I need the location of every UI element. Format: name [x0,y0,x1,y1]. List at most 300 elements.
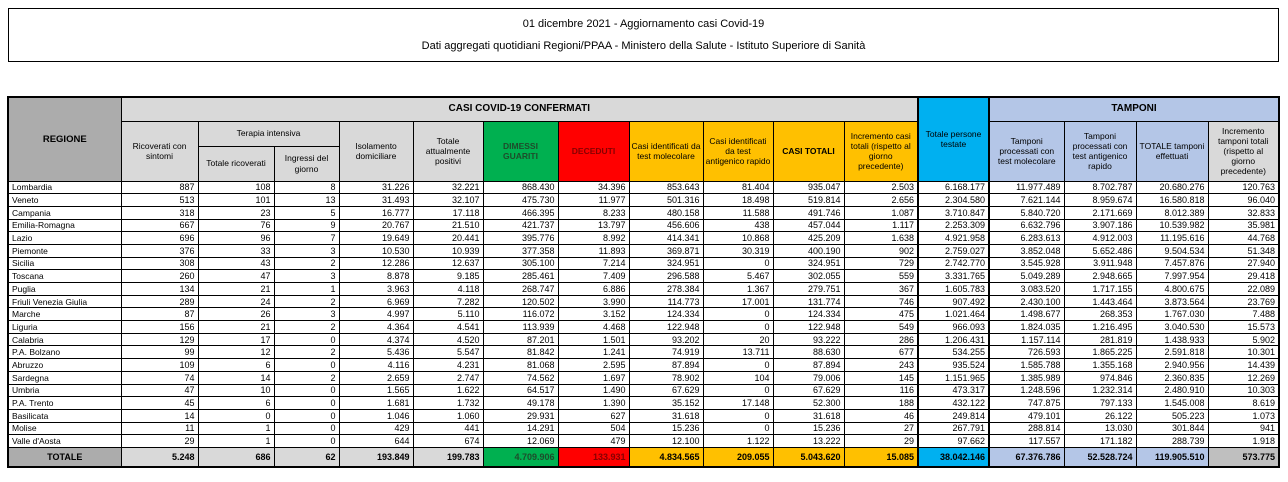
cell-tamponi-antigenico: 1.216.495 [1064,321,1136,334]
cell-casi-totali: 79.006 [773,371,844,384]
cell-casi-totali: 88.630 [773,346,844,359]
cell-terapia-ingressi: 0 [274,397,339,410]
cell-casi-molecolare: 501.316 [629,194,703,207]
band-tamponi: TAMPONI [989,97,1279,121]
cell-casi-totali: 457.044 [773,219,844,232]
covid-table-body [8,181,1279,467]
cell-tamponi-molecolare: 479.101 [989,409,1064,422]
cell-isolamento: 4.116 [339,359,413,372]
cell-persone-testate: 267.791 [918,422,989,435]
cell-dimessi-guariti: 268.747 [483,283,558,296]
cell-dimessi-guariti: 466.395 [483,206,558,219]
cell-isolamento: 1.681 [339,397,413,410]
cell-terapia-ingressi: 1 [274,283,339,296]
cell-incremento-casi: 145 [844,371,918,384]
cell-casi-antigenico: 10.868 [703,232,773,245]
cell-dimessi-guariti: 74.562 [483,371,558,384]
table-row [8,397,1279,410]
cell-incremento-casi: 2.503 [844,181,918,194]
cell-incremento-casi: 2.656 [844,194,918,207]
cell-totale-tamponi: 16.580.818 [1136,194,1208,207]
column-header-incremento-tamponi: Incremento tamponi totali (rispetto al giorno precedente) [1208,121,1279,181]
column-header-isolamento-domiciliare: Isolamento domiciliare [339,121,413,181]
cell-tamponi-molecolare: 1.385.989 [989,371,1064,384]
table-row [8,219,1279,232]
cell-isolamento: 12.286 [339,257,413,270]
cell-persone-testate: 907.492 [918,295,989,308]
table-row [8,359,1279,372]
cell-isolamento: 4.997 [339,308,413,321]
table-row [8,409,1279,422]
cell-terapia-totale: 101 [198,194,274,207]
region-name-cell: P.A. Trento [8,397,121,410]
cell-persone-testate: 1.021.464 [918,308,989,321]
covid-table [7,96,1280,468]
cell-tamponi-antigenico: 281.819 [1064,333,1136,346]
column-header-ricoverati-sintomi: Ricoverati con sintomi [121,121,198,181]
cell-deceduti: 7.214 [558,257,629,270]
cell-casi-molecolare: 12.100 [629,435,703,448]
cell-persone-testate: 935.524 [918,359,989,372]
cell-incremento-casi: 677 [844,346,918,359]
cell-incremento-casi: 286 [844,333,918,346]
cell-terapia-totale: 47 [198,270,274,283]
cell-incremento-tamponi: 14.439 [1208,359,1279,372]
cell-persone-testate: 2.759.027 [918,244,989,257]
cell-ricoverati-sintomi: 99 [121,346,198,359]
cell-ricoverati-sintomi: 513 [121,194,198,207]
cell-dimessi-guariti: 395.776 [483,232,558,245]
column-header-casi-antigenico: Casi identificati da test antigenico rapido [703,121,773,181]
cell-terapia-totale: 21 [198,283,274,296]
cell-casi-antigenico: 0 [703,321,773,334]
cell-incremento-tamponi: 10.301 [1208,346,1279,359]
cell-dimessi-guariti: 120.502 [483,295,558,308]
cell-isolamento: 8.878 [339,270,413,283]
column-header-totale-tamponi: TOTALE tamponi effettuati [1136,121,1208,181]
cell-tamponi-molecolare: 288.814 [989,422,1064,435]
cell-incremento-casi: 475 [844,308,918,321]
totale-cell-casi-totali: 5.043.620 [773,447,844,467]
cell-attualmente-positivi: 10.939 [413,244,483,257]
region-name-cell: Molise [8,422,121,435]
cell-terapia-totale: 10 [198,384,274,397]
table-row [8,295,1279,308]
region-name-cell: Piemonte [8,244,121,257]
cell-incremento-casi: 746 [844,295,918,308]
totale-row [8,447,1279,467]
cell-totale-tamponi: 1.438.933 [1136,333,1208,346]
cell-ricoverati-sintomi: 129 [121,333,198,346]
table-row [8,435,1279,448]
cell-tamponi-molecolare: 6.283.613 [989,232,1064,245]
cell-ricoverati-sintomi: 887 [121,181,198,194]
cell-deceduti: 504 [558,422,629,435]
cell-dimessi-guariti: 81.842 [483,346,558,359]
cell-tamponi-molecolare: 1.157.114 [989,333,1064,346]
column-header-tamponi-molecolare: Tamponi processati con test molecolare [989,121,1064,181]
column-header-tamponi-antigenico: Tamponi processati con test antigenico rapido [1064,121,1136,181]
cell-dimessi-guariti: 29.931 [483,409,558,422]
cell-totale-tamponi: 2.360.835 [1136,371,1208,384]
totale-cell-terapia-totale: 686 [198,447,274,467]
cell-isolamento: 6.969 [339,295,413,308]
cell-deceduti: 11.977 [558,194,629,207]
cell-totale-tamponi: 11.195.616 [1136,232,1208,245]
cell-attualmente-positivi: 1.060 [413,409,483,422]
totale-cell-tamponi-antigenico: 52.528.724 [1064,447,1136,467]
cell-incremento-tamponi: 51.348 [1208,244,1279,257]
cell-incremento-casi: 29 [844,435,918,448]
cell-deceduti: 1.501 [558,333,629,346]
cell-deceduti: 1.490 [558,384,629,397]
cell-tamponi-antigenico: 1.865.225 [1064,346,1136,359]
table-row [8,257,1279,270]
cell-deceduti: 1.390 [558,397,629,410]
cell-terapia-ingressi: 7 [274,232,339,245]
cell-attualmente-positivi: 9.185 [413,270,483,283]
cell-terapia-totale: 43 [198,257,274,270]
cell-attualmente-positivi: 7.282 [413,295,483,308]
cell-casi-antigenico: 1.122 [703,435,773,448]
cell-persone-testate: 2.742.770 [918,257,989,270]
table-row [8,194,1279,207]
cell-incremento-tamponi: 35.981 [1208,219,1279,232]
cell-terapia-totale: 17 [198,333,274,346]
cell-attualmente-positivi: 1.622 [413,384,483,397]
cell-tamponi-antigenico: 13.030 [1064,422,1136,435]
cell-tamponi-antigenico: 171.182 [1064,435,1136,448]
region-name-cell: Sardegna [8,371,121,384]
cell-tamponi-molecolare: 1.585.788 [989,359,1064,372]
totale-cell-casi-antigenico: 209.055 [703,447,773,467]
cell-casi-totali: 935.047 [773,181,844,194]
cell-casi-molecolare: 480.158 [629,206,703,219]
totale-cell-tamponi-molecolare: 67.376.786 [989,447,1064,467]
cell-terapia-totale: 1 [198,435,274,448]
region-name-cell: Lombardia [8,181,121,194]
cell-dimessi-guariti: 113.939 [483,321,558,334]
cell-isolamento: 4.374 [339,333,413,346]
region-name-cell: Sicilia [8,257,121,270]
table-row [8,244,1279,257]
cell-incremento-casi: 46 [844,409,918,422]
cell-ricoverati-sintomi: 109 [121,359,198,372]
cell-tamponi-molecolare: 3.852.048 [989,244,1064,257]
cell-incremento-casi: 559 [844,270,918,283]
cell-isolamento: 4.364 [339,321,413,334]
cell-persone-testate: 2.253.309 [918,219,989,232]
cell-attualmente-positivi: 12.637 [413,257,483,270]
cell-terapia-ingressi: 0 [274,359,339,372]
cell-terapia-ingressi: 2 [274,257,339,270]
cell-dimessi-guariti: 116.072 [483,308,558,321]
cell-ricoverati-sintomi: 47 [121,384,198,397]
cell-tamponi-antigenico: 974.846 [1064,371,1136,384]
table-row [8,232,1279,245]
cell-terapia-totale: 33 [198,244,274,257]
cell-totale-tamponi: 20.680.276 [1136,181,1208,194]
cell-casi-antigenico: 81.404 [703,181,773,194]
cell-isolamento: 10.530 [339,244,413,257]
cell-terapia-ingressi: 2 [274,346,339,359]
cell-totale-tamponi: 10.539.982 [1136,219,1208,232]
cell-terapia-totale: 108 [198,181,274,194]
cell-incremento-tamponi: 44.768 [1208,232,1279,245]
region-name-cell: Friuli Venezia Giulia [8,295,121,308]
table-row [8,270,1279,283]
cell-attualmente-positivi: 1.732 [413,397,483,410]
cell-totale-tamponi: 1.767.030 [1136,308,1208,321]
cell-casi-antigenico: 30.319 [703,244,773,257]
title-box [8,8,1279,62]
cell-incremento-tamponi: 120.763 [1208,181,1279,194]
cell-casi-totali: 87.894 [773,359,844,372]
cell-tamponi-molecolare: 1.824.035 [989,321,1064,334]
cell-terapia-totale: 0 [198,409,274,422]
cell-dimessi-guariti: 49.178 [483,397,558,410]
cell-terapia-ingressi: 0 [274,435,339,448]
cell-incremento-casi: 549 [844,321,918,334]
totale-cell-dimessi-guariti: 4.709.906 [483,447,558,467]
cell-totale-tamponi: 1.545.008 [1136,397,1208,410]
cell-casi-totali: 13.222 [773,435,844,448]
cell-casi-antigenico: 11.588 [703,206,773,219]
cell-dimessi-guariti: 12.069 [483,435,558,448]
cell-deceduti: 34.396 [558,181,629,194]
cell-deceduti: 3.990 [558,295,629,308]
cell-persone-testate: 2.304.580 [918,194,989,207]
cell-dimessi-guariti: 87.201 [483,333,558,346]
cell-attualmente-positivi: 5.547 [413,346,483,359]
cell-tamponi-antigenico: 1.717.155 [1064,283,1136,296]
cell-terapia-ingressi: 2 [274,371,339,384]
column-header-attualmente-positivi: Totale attualmente positivi [413,121,483,181]
cell-tamponi-antigenico: 5.652.486 [1064,244,1136,257]
cell-terapia-ingressi: 0 [274,333,339,346]
cell-tamponi-molecolare: 726.593 [989,346,1064,359]
cell-dimessi-guariti: 377.358 [483,244,558,257]
cell-incremento-tamponi: 15.573 [1208,321,1279,334]
table-row [8,206,1279,219]
cell-persone-testate: 3.710.847 [918,206,989,219]
totale-cell-incremento-casi: 15.085 [844,447,918,467]
cell-terapia-ingressi: 3 [274,244,339,257]
cell-terapia-totale: 96 [198,232,274,245]
cell-casi-molecolare: 67.629 [629,384,703,397]
cell-ricoverati-sintomi: 376 [121,244,198,257]
cell-terapia-totale: 24 [198,295,274,308]
cell-totale-tamponi: 505.223 [1136,409,1208,422]
cell-dimessi-guariti: 81.068 [483,359,558,372]
cell-ricoverati-sintomi: 308 [121,257,198,270]
cell-casi-totali: 279.751 [773,283,844,296]
cell-tamponi-antigenico: 3.907.186 [1064,219,1136,232]
cell-incremento-casi: 116 [844,384,918,397]
cell-attualmente-positivi: 32.221 [413,181,483,194]
cell-casi-antigenico: 104 [703,371,773,384]
cell-tamponi-antigenico: 4.912.003 [1064,232,1136,245]
cell-casi-antigenico: 0 [703,384,773,397]
cell-casi-totali: 425.209 [773,232,844,245]
table-row [8,384,1279,397]
column-header-incremento-casi: Incremento casi totali (rispetto al giorno precedente) [844,121,918,181]
cell-incremento-tamponi: 22.089 [1208,283,1279,296]
column-header-terapia-ingressi: Ingressi del giorno [274,146,339,181]
table-row [8,422,1279,435]
region-name-cell: P.A. Bolzano [8,346,121,359]
cell-terapia-ingressi: 13 [274,194,339,207]
cell-incremento-casi: 243 [844,359,918,372]
cell-deceduti: 479 [558,435,629,448]
cell-tamponi-molecolare: 2.430.100 [989,295,1064,308]
region-name-cell: Marche [8,308,121,321]
cell-casi-totali: 93.222 [773,333,844,346]
cell-isolamento: 644 [339,435,413,448]
column-header-terapia-totale: Totale ricoverati [198,146,274,181]
cell-attualmente-positivi: 4.541 [413,321,483,334]
cell-ricoverati-sintomi: 134 [121,283,198,296]
cell-tamponi-antigenico: 2.171.669 [1064,206,1136,219]
cell-ricoverati-sintomi: 87 [121,308,198,321]
cell-casi-totali: 131.774 [773,295,844,308]
cell-dimessi-guariti: 64.517 [483,384,558,397]
cell-tamponi-molecolare: 117.557 [989,435,1064,448]
cell-casi-molecolare: 853.643 [629,181,703,194]
cell-casi-molecolare: 324.951 [629,257,703,270]
cell-tamponi-molecolare: 5.840.720 [989,206,1064,219]
cell-incremento-tamponi: 23.769 [1208,295,1279,308]
cell-incremento-tamponi: 96.040 [1208,194,1279,207]
cell-isolamento: 31.493 [339,194,413,207]
cell-casi-antigenico: 17.001 [703,295,773,308]
cell-casi-antigenico: 13.711 [703,346,773,359]
cell-terapia-ingressi: 0 [274,384,339,397]
region-name-cell: Calabria [8,333,121,346]
cell-terapia-totale: 6 [198,397,274,410]
cell-dimessi-guariti: 285.461 [483,270,558,283]
cell-isolamento: 429 [339,422,413,435]
table-row [8,371,1279,384]
cell-persone-testate: 6.168.177 [918,181,989,194]
totale-cell-attualmente-positivi: 199.783 [413,447,483,467]
cell-ricoverati-sintomi: 667 [121,219,198,232]
cell-casi-antigenico: 20 [703,333,773,346]
cell-casi-molecolare: 369.871 [629,244,703,257]
cell-ricoverati-sintomi: 318 [121,206,198,219]
cell-attualmente-positivi: 17.118 [413,206,483,219]
cell-deceduti: 11.893 [558,244,629,257]
cell-casi-molecolare: 93.202 [629,333,703,346]
cell-attualmente-positivi: 4.520 [413,333,483,346]
cell-casi-molecolare: 278.384 [629,283,703,296]
cell-incremento-casi: 367 [844,283,918,296]
cell-tamponi-antigenico: 26.122 [1064,409,1136,422]
cell-casi-antigenico: 18.498 [703,194,773,207]
cell-incremento-tamponi: 12.269 [1208,371,1279,384]
region-name-cell: Toscana [8,270,121,283]
region-name-cell: Lazio [8,232,121,245]
cell-ricoverati-sintomi: 14 [121,409,198,422]
cell-terapia-ingressi: 2 [274,295,339,308]
cell-casi-antigenico: 17.148 [703,397,773,410]
cell-deceduti: 4.468 [558,321,629,334]
cell-casi-totali: 324.951 [773,257,844,270]
column-header-casi-molecolare: Casi identificati da test molecolare [629,121,703,181]
region-name-cell: Basilicata [8,409,121,422]
cell-casi-molecolare: 78.902 [629,371,703,384]
cell-attualmente-positivi: 5.110 [413,308,483,321]
cell-totale-tamponi: 2.480.910 [1136,384,1208,397]
cell-casi-molecolare: 122.948 [629,321,703,334]
band-casi-confermati: CASI COVID-19 CONFERMATI [121,97,918,121]
cell-incremento-tamponi: 27.940 [1208,257,1279,270]
cell-isolamento: 19.649 [339,232,413,245]
cell-incremento-casi: 729 [844,257,918,270]
cell-persone-testate: 1.605.783 [918,283,989,296]
cell-persone-testate: 432.122 [918,397,989,410]
cell-incremento-casi: 1.638 [844,232,918,245]
cell-casi-molecolare: 414.341 [629,232,703,245]
cell-tamponi-molecolare: 1.498.677 [989,308,1064,321]
cell-terapia-totale: 6 [198,359,274,372]
cell-casi-antigenico: 0 [703,409,773,422]
cell-incremento-tamponi: 5.902 [1208,333,1279,346]
table-row [8,333,1279,346]
region-name-cell: Abruzzo [8,359,121,372]
cell-terapia-ingressi: 5 [274,206,339,219]
cell-ricoverati-sintomi: 289 [121,295,198,308]
cell-terapia-ingressi: 2 [274,321,339,334]
cell-isolamento: 1.565 [339,384,413,397]
totale-cell-ricoverati-sintomi: 5.248 [121,447,198,467]
cell-incremento-tamponi: 32.833 [1208,206,1279,219]
cell-terapia-totale: 14 [198,371,274,384]
cell-tamponi-molecolare: 7.621.144 [989,194,1064,207]
totale-cell-incremento-tamponi: 573.775 [1208,447,1279,467]
cell-casi-totali: 124.334 [773,308,844,321]
cell-casi-molecolare: 35.152 [629,397,703,410]
region-name-cell: Veneto [8,194,121,207]
cell-casi-molecolare: 74.919 [629,346,703,359]
cell-tamponi-antigenico: 1.355.168 [1064,359,1136,372]
cell-ricoverati-sintomi: 45 [121,397,198,410]
cell-totale-tamponi: 3.873.564 [1136,295,1208,308]
cell-casi-totali: 519.814 [773,194,844,207]
cell-incremento-casi: 188 [844,397,918,410]
cell-totale-tamponi: 7.457.876 [1136,257,1208,270]
totale-cell-terapia-ingressi: 62 [274,447,339,467]
cell-totale-tamponi: 288.739 [1136,435,1208,448]
cell-totale-tamponi: 3.040.530 [1136,321,1208,334]
cell-tamponi-antigenico: 797.133 [1064,397,1136,410]
cell-casi-totali: 491.746 [773,206,844,219]
cell-incremento-casi: 1.087 [844,206,918,219]
cell-casi-antigenico: 0 [703,422,773,435]
cell-casi-molecolare: 114.773 [629,295,703,308]
cell-isolamento: 16.777 [339,206,413,219]
cell-isolamento: 2.659 [339,371,413,384]
region-name-cell: Campania [8,206,121,219]
cell-casi-antigenico: 0 [703,257,773,270]
cell-persone-testate: 3.331.765 [918,270,989,283]
cell-casi-antigenico: 438 [703,219,773,232]
cell-totale-tamponi: 9.504.534 [1136,244,1208,257]
cell-casi-totali: 400.190 [773,244,844,257]
group-header-terapia-intensiva: Terapia intensiva [198,121,339,146]
cell-totale-tamponi: 2.940.956 [1136,359,1208,372]
cell-tamponi-molecolare: 747.875 [989,397,1064,410]
